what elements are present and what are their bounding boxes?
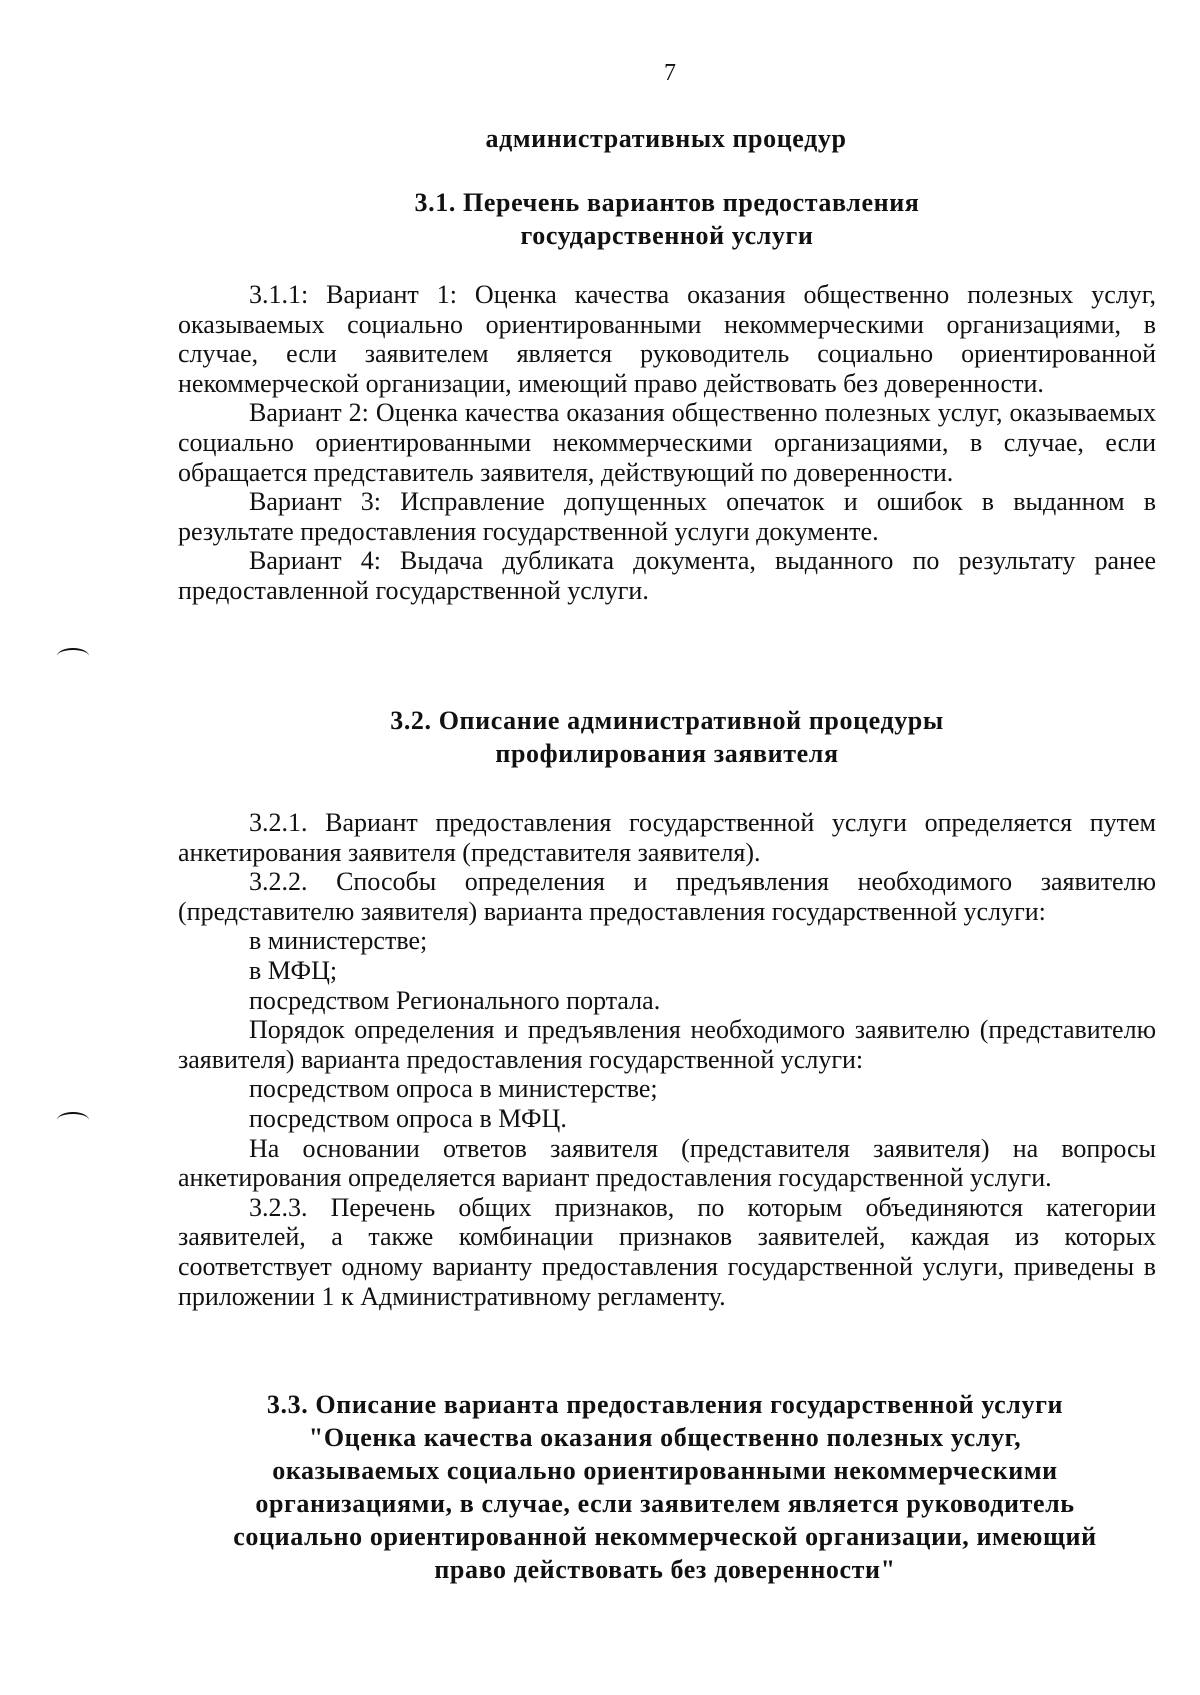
- section-3-3-title-line3: оказываемых социально ориентированными некоммерческими: [272, 1456, 1058, 1485]
- section-3-3-title-line2: "Оценка качества оказания общественно полезных услуг,: [308, 1423, 1022, 1452]
- page-number: 7: [664, 60, 676, 86]
- section-3-2-way-1: в министерстве;: [249, 926, 428, 956]
- section-3-2-body: [178, 808, 1156, 1311]
- section-3-1-title-line2: государственной услуги: [520, 221, 814, 250]
- section-3-3-title-line1: 3.3. Описание варианта предоставления государственной услуги: [266, 1390, 1064, 1419]
- top-heading-text: административных процедур: [485, 124, 847, 153]
- section-3-2-title: [178, 704, 1156, 770]
- section-3-1-paragraph-2: Вариант 2: Оценка качества оказания общественно полезных услуг, оказываемых социально ориентированными некоммерческими организациями, в случае, если обращается представитель заявителя, действующий по доверенности.: [178, 398, 1156, 487]
- section-3-1-body: [178, 280, 1156, 606]
- top-heading: [91, 122, 1200, 155]
- section-3-2-way-2: в МФЦ;: [249, 955, 338, 985]
- section-3-1-paragraph-4: Вариант 4: Выдача дубликата документа, выданного по результату ранее предоставленной государственной услуги.: [178, 546, 1156, 605]
- section-3-1-title-line1: 3.1. Перечень вариантов предоставления: [414, 188, 920, 217]
- section-3-2-paragraph-1: 3.2.1. Вариант предоставления государственной услуги определяется путем анкетирования заявителя (представителя заявителя).: [178, 808, 1156, 867]
- section-3-3-title-line6: право действовать без доверенности": [434, 1555, 896, 1584]
- section-3-2-way-3: посредством Регионального портала.: [249, 985, 661, 1015]
- section-3-2-title-line2: профилирования заявителя: [495, 739, 839, 768]
- section-3-2-order-1: посредством опроса в министерстве;: [249, 1074, 658, 1104]
- section-3-1-paragraph-1: 3.1.1: Вариант 1: Оценка качества оказания общественно полезных услуг, оказываемых социально ориентированными некоммерческими организациями, в случае, если заявителем является руководитель социально ориентированной некоммерческой организации, имеющий право действовать без доверенности.: [178, 280, 1156, 398]
- section-3-2-paragraph-2: 3.2.2. Способы определения и предъявления необходимого заявителю (представителю заявителя) варианта предоставления государственной услуги:: [178, 867, 1156, 926]
- section-3-1-title: [178, 186, 1156, 252]
- section-3-1-paragraph-3: Вариант 3: Исправление допущенных опечаток и ошибок в выданном в результате предоставления государственной услуги документе.: [178, 487, 1156, 546]
- section-3-3-title-line5: социально ориентированной некоммерческой организации, имеющий: [233, 1522, 1097, 1551]
- punch-mark-bottom: [57, 1112, 89, 1128]
- section-3-3-title-line4: организациями, в случае, если заявителем является руководитель: [255, 1489, 1075, 1518]
- section-3-2-paragraph-4: На основании ответов заявителя (представителя заявителя) на вопросы анкетирования определяется вариант предоставления государственной услуги.: [178, 1133, 1156, 1193]
- punch-mark-top: [57, 648, 89, 664]
- section-3-2-paragraph-3: Порядок определения и предъявления необходимого заявителю (представителю заявителя) варианта предоставления государственной услуги:: [178, 1015, 1156, 1074]
- section-3-2-paragraph-5: 3.2.3. Перечень общих признаков, по которым объединяются категории заявителей, а также комбинации признаков заявителей, каждая из которых соответствует одному варианту предоставления государственной услуги, приведены в приложении 1 к Административному регламенту.: [178, 1192, 1156, 1311]
- section-3-2-order-2: посредством опроса в МФЦ.: [249, 1103, 567, 1133]
- section-3-2-title-line1: 3.2. Описание административной процедуры: [390, 706, 944, 735]
- section-3-3-title: [150, 1388, 1180, 1586]
